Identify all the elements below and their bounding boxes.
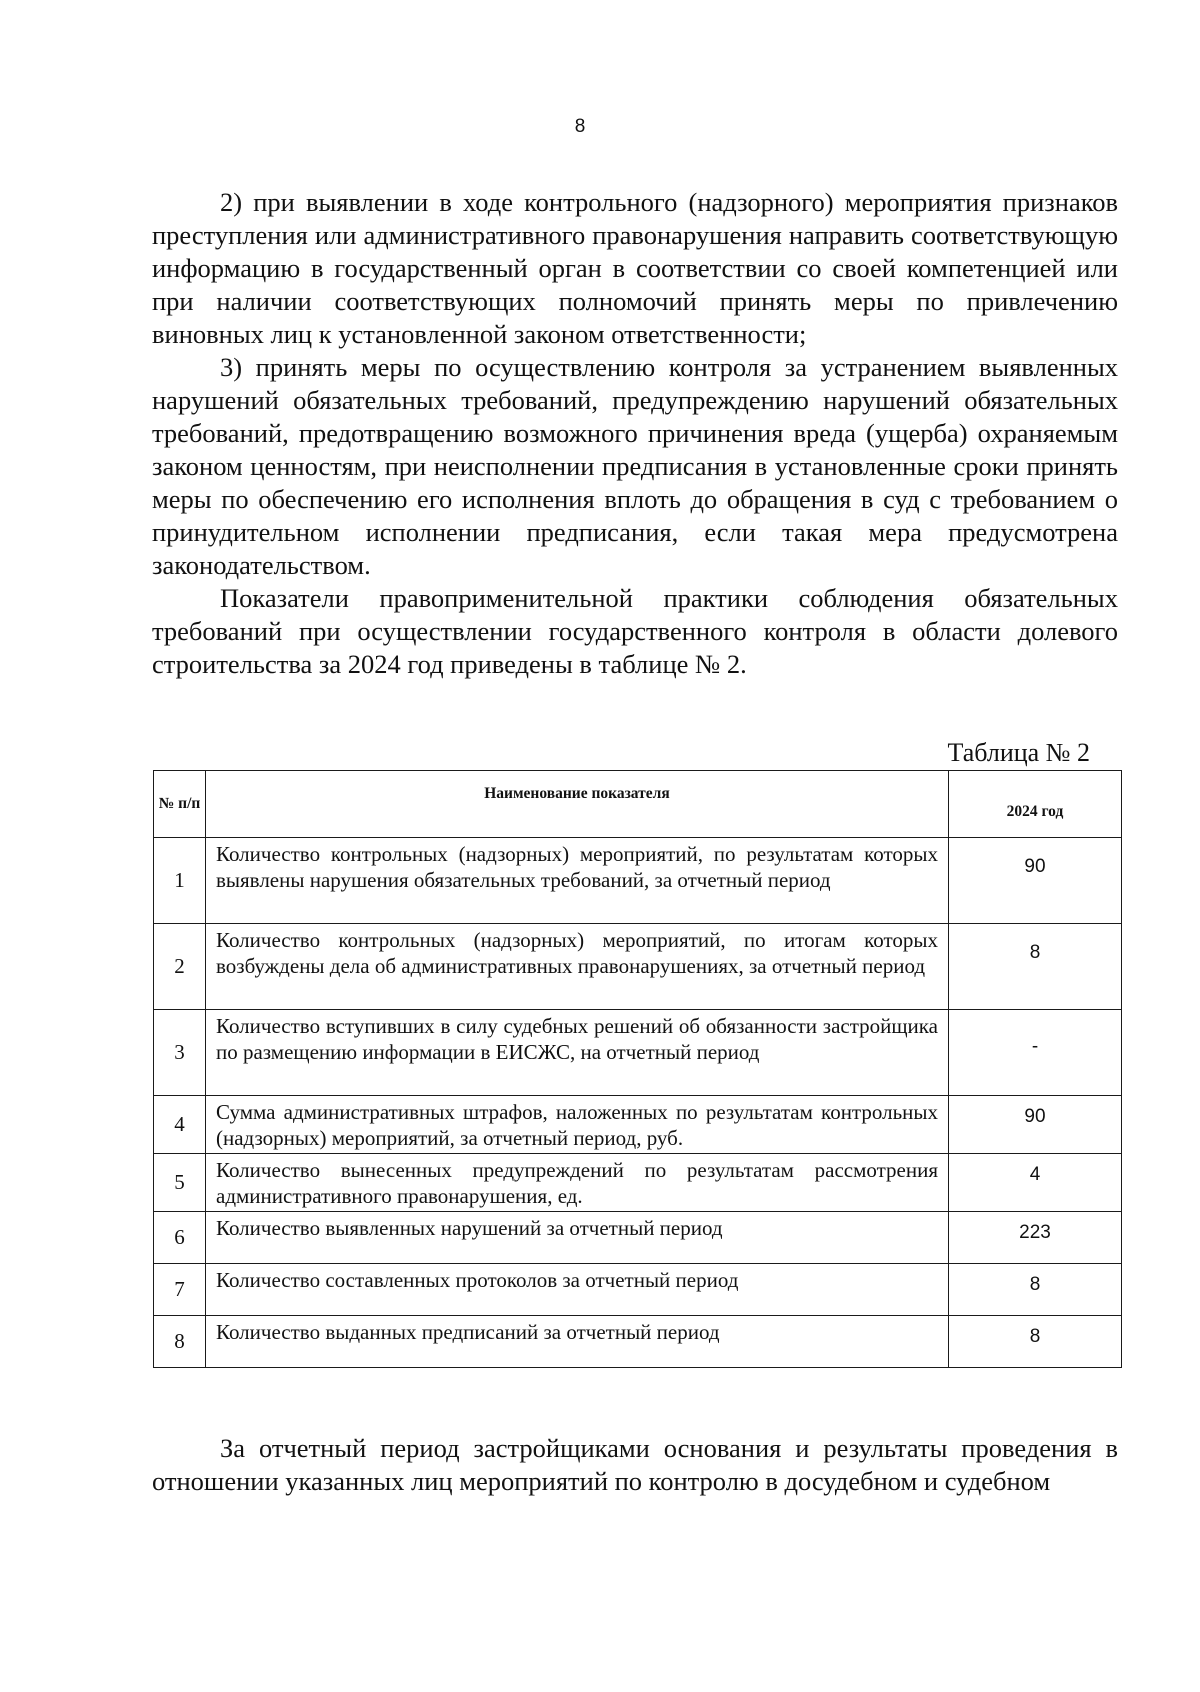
row-indicator-name: Количество вступивших в силу судебных решений об обязанности застройщика по размещению информации в ЕИСЖС, на отчетный период	[206, 1010, 949, 1096]
top-text-block	[152, 186, 1118, 681]
header-number: № п/п	[154, 771, 206, 838]
table-row	[154, 1316, 1122, 1368]
paragraph-item-2: 2) при выявлении в ходе контрольного (надзорного) мероприятия признаков преступления или административного правонарушения направить соответствующую информацию в государственный орган в соответствии со своей компетенцией или при наличии соответствующих полномочий принять меры по привлечению виновных лиц к установленной законом ответственности;	[152, 187, 1118, 349]
row-number: 6	[154, 1212, 206, 1264]
row-number: 1	[154, 838, 206, 924]
paragraph-indicators-intro: Показатели правоприменительной практики соблюдения обязательных требований при осуществлении государственного контроля в области долевого строительства за 2024 год приведены в таблице № 2.	[152, 583, 1118, 679]
table-caption: Таблица № 2	[947, 738, 1090, 767]
table-row	[154, 1264, 1122, 1316]
row-number: 4	[154, 1096, 206, 1154]
indicators-table	[153, 770, 1122, 1368]
row-indicator-name: Количество составленных протоколов за отчетный период	[206, 1264, 949, 1316]
table-row	[154, 924, 1122, 1010]
table-row	[154, 1096, 1122, 1154]
row-value: 4	[949, 1154, 1122, 1212]
row-value: 8	[949, 924, 1122, 1010]
table-header-row	[154, 771, 1122, 838]
row-number: 8	[154, 1316, 206, 1368]
page-number: 8	[574, 116, 586, 137]
bottom-text-block	[152, 1432, 1118, 1498]
row-indicator-name: Сумма административных штрафов, наложенных по результатам контрольных (надзорных) мероприятий, за отчетный период, руб.	[206, 1096, 949, 1154]
row-indicator-name: Количество контрольных (надзорных) мероприятий, по итогам которых возбуждены дела об административных правонарушениях, за отчетный период	[206, 924, 949, 1010]
header-indicator-name: Наименование показателя	[206, 771, 949, 838]
row-value: 8	[949, 1264, 1122, 1316]
row-indicator-name: Количество выявленных нарушений за отчетный период	[206, 1212, 949, 1264]
table-row	[154, 1154, 1122, 1212]
row-number: 2	[154, 924, 206, 1010]
paragraph-disputes: За отчетный период застройщиками основания и результаты проведения в отношении указанных лиц мероприятий по контролю в досудебном и судебном	[152, 1433, 1118, 1496]
table-row	[154, 1010, 1122, 1096]
row-value: 223	[949, 1212, 1122, 1264]
row-indicator-name: Количество вынесенных предупреждений по результатам рассмотрения административного правонарушения, ед.	[206, 1154, 949, 1212]
table-row	[154, 838, 1122, 924]
paragraph-item-3: 3) принять меры по осуществлению контроля за устранением выявленных нарушений обязательных требований, предупреждению нарушений обязательных требований, предотвращению возможного причинения вреда (ущерба) охраняемым законом ценностям, при неисполнении предписания в установленные сроки принять меры по обеспечению его исполнения вплоть до обращения в суд с требованием о принудительном исполнении предписания, если такая мера предусмотрена законодательством.	[152, 352, 1118, 580]
row-number: 7	[154, 1264, 206, 1316]
row-number: 3	[154, 1010, 206, 1096]
row-value: 8	[949, 1316, 1122, 1368]
row-indicator-name: Количество выданных предписаний за отчетный период	[206, 1316, 949, 1368]
row-number: 5	[154, 1154, 206, 1212]
header-year: 2024 год	[949, 771, 1122, 838]
row-value: 90	[949, 1096, 1122, 1154]
row-value: 90	[949, 838, 1122, 924]
row-value: -	[949, 1010, 1122, 1096]
table-row	[154, 1212, 1122, 1264]
row-indicator-name: Количество контрольных (надзорных) мероприятий, по результатам которых выявлены нарушения обязательных требований, за отчетный период	[206, 838, 949, 924]
